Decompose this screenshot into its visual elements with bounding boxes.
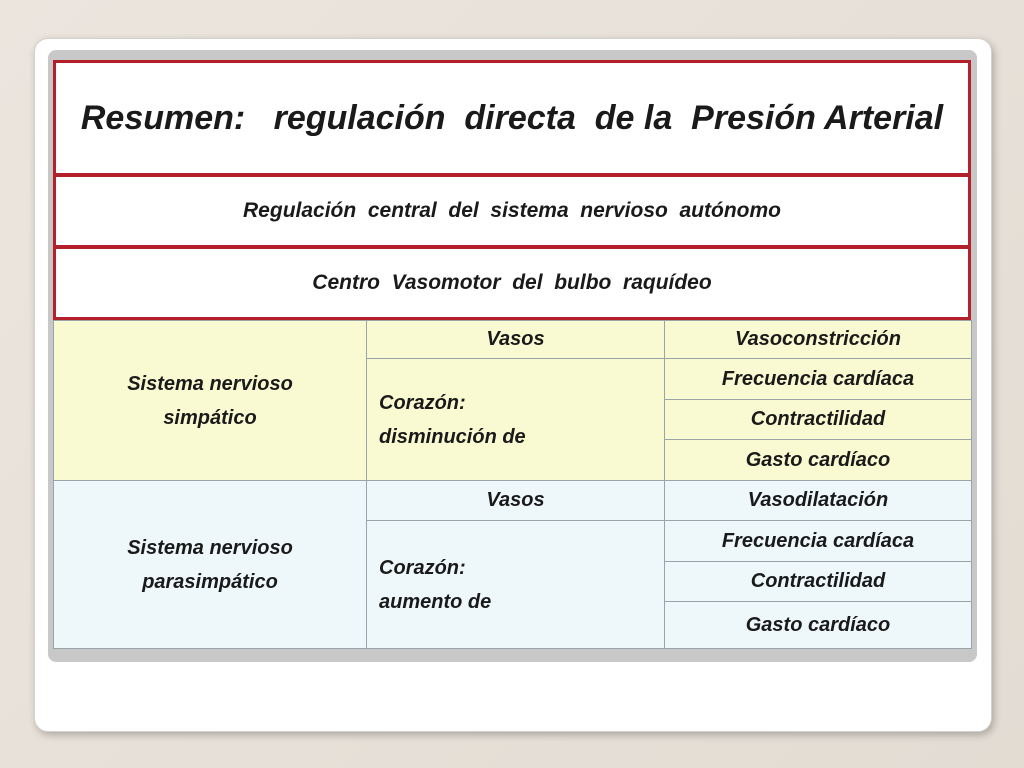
system-label-line: simpático — [163, 406, 257, 429]
vasos-cell: Vasos — [367, 321, 665, 359]
table-row — [54, 321, 972, 359]
system-label-line: Sistema nervioso — [127, 536, 293, 559]
heart-label: Corazón: — [379, 391, 466, 414]
effect-cell: Frecuencia cardíaca — [665, 359, 972, 400]
parasympathetic-system-cell — [54, 481, 367, 649]
effect-cell: Gasto cardíaco — [665, 602, 972, 649]
central-regulation-row — [53, 174, 971, 248]
vasomotor-center-text: Centro Vasomotor del bulbo raquídeo — [312, 271, 712, 294]
vasoconstriction-cell: Vasoconstricción — [665, 321, 972, 359]
effect-cell: Frecuencia cardíaca — [665, 521, 972, 562]
regulation-table — [53, 320, 972, 649]
heart-cell — [367, 521, 665, 649]
central-regulation-text: Regulación central del sistema nervioso autónomo — [243, 199, 781, 222]
heart-label: Corazón: — [379, 556, 466, 579]
effect-cell: Contractilidad — [665, 562, 972, 602]
heart-effect-label: aumento de — [379, 590, 492, 613]
system-label-line: Sistema nervioso — [127, 372, 293, 395]
vasos-cell: Vasos — [367, 481, 665, 521]
effect-cell: Contractilidad — [665, 400, 972, 440]
system-label-line: parasimpático — [142, 570, 278, 593]
vasodilation-cell: Vasodilatación — [665, 481, 972, 521]
effect-cell: Gasto cardíaco — [665, 440, 972, 481]
slide-title: Resumen: regulación directa de la Presión Arterial — [80, 98, 944, 137]
heart-cell — [367, 359, 665, 481]
sympathetic-system-cell — [54, 321, 367, 481]
vasomotor-center-row — [53, 246, 971, 320]
title-box — [53, 60, 971, 176]
heart-effect-label: disminución de — [379, 425, 526, 448]
table-row — [54, 481, 972, 521]
